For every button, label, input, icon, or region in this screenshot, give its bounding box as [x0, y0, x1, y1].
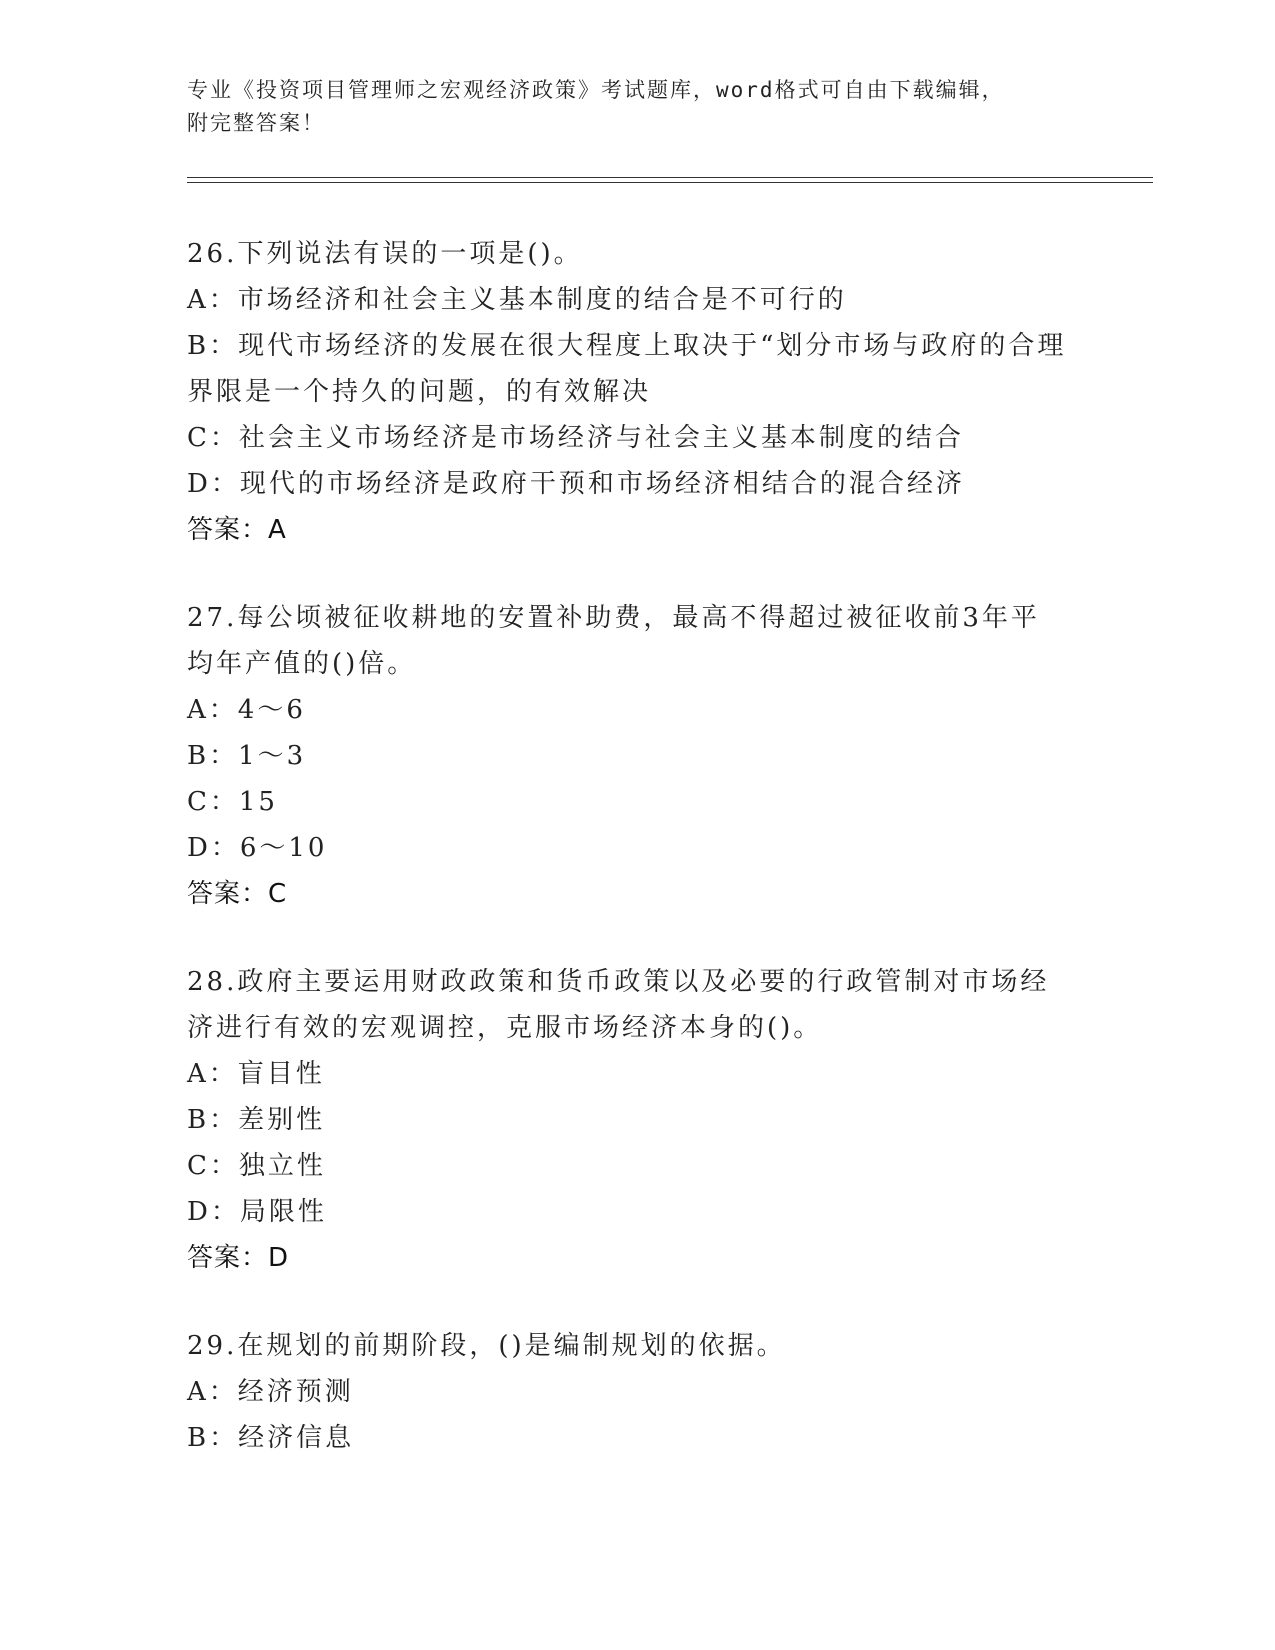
document-page — [187, 0, 1087, 1650]
option-c: C：独立性 — [187, 1151, 326, 1181]
header-line-1: 专业《投资项目管理师之宏观经济政策》考试题库，word格式可自由下载编辑， — [187, 78, 1005, 102]
option-d: D：现代的市场经济是政府干预和市场经济相结合的混合经济 — [187, 469, 965, 499]
option-d: D：6～10 — [187, 833, 328, 863]
document-header — [187, 74, 1047, 140]
option-a: A：市场经济和社会主义基本制度的结合是不可行的 — [187, 285, 847, 315]
option-a: A：4～6 — [187, 695, 306, 725]
answer-line: 答案：A — [187, 515, 287, 545]
question-27 — [187, 595, 1087, 917]
question-stem: 27.每公顷被征收耕地的安置补助费，最高不得超过被征收前3年平均年产值的()倍。 — [187, 603, 1040, 679]
option-a: A：盲目性 — [187, 1059, 325, 1089]
answer-line: 答案：D — [187, 1243, 290, 1273]
option-b: B：1～3 — [187, 741, 307, 771]
question-26 — [187, 231, 1087, 553]
option-c: C：15 — [187, 787, 278, 817]
question-stem: 29.在规划的前期阶段，()是编制规划的依据。 — [187, 1331, 786, 1361]
question-28 — [187, 959, 1087, 1281]
option-b: B：现代市场经济的发展在很大程度上取决于“划分市场与政府的合理界限是一个持久的问题，的有效解决 — [187, 331, 1067, 407]
question-stem: 26.下列说法有误的一项是()。 — [187, 239, 583, 269]
option-d: D：局限性 — [187, 1197, 327, 1227]
option-b: B：经济信息 — [187, 1423, 355, 1453]
option-a: A：经济预测 — [187, 1377, 354, 1407]
header-divider — [187, 177, 1153, 183]
option-c: C：社会主义市场经济是市场经济与社会主义基本制度的结合 — [187, 423, 964, 453]
header-line-2: 附完整答案！ — [187, 111, 325, 135]
question-list — [187, 231, 1087, 1503]
question-29 — [187, 1323, 1087, 1461]
answer-line: 答案：C — [187, 879, 288, 909]
question-stem: 28.政府主要运用财政政策和货币政策以及必要的行政管制对市场经济进行有效的宏观调控，克服市场经济本身的()。 — [187, 967, 1050, 1043]
option-b: B：差别性 — [187, 1105, 326, 1135]
